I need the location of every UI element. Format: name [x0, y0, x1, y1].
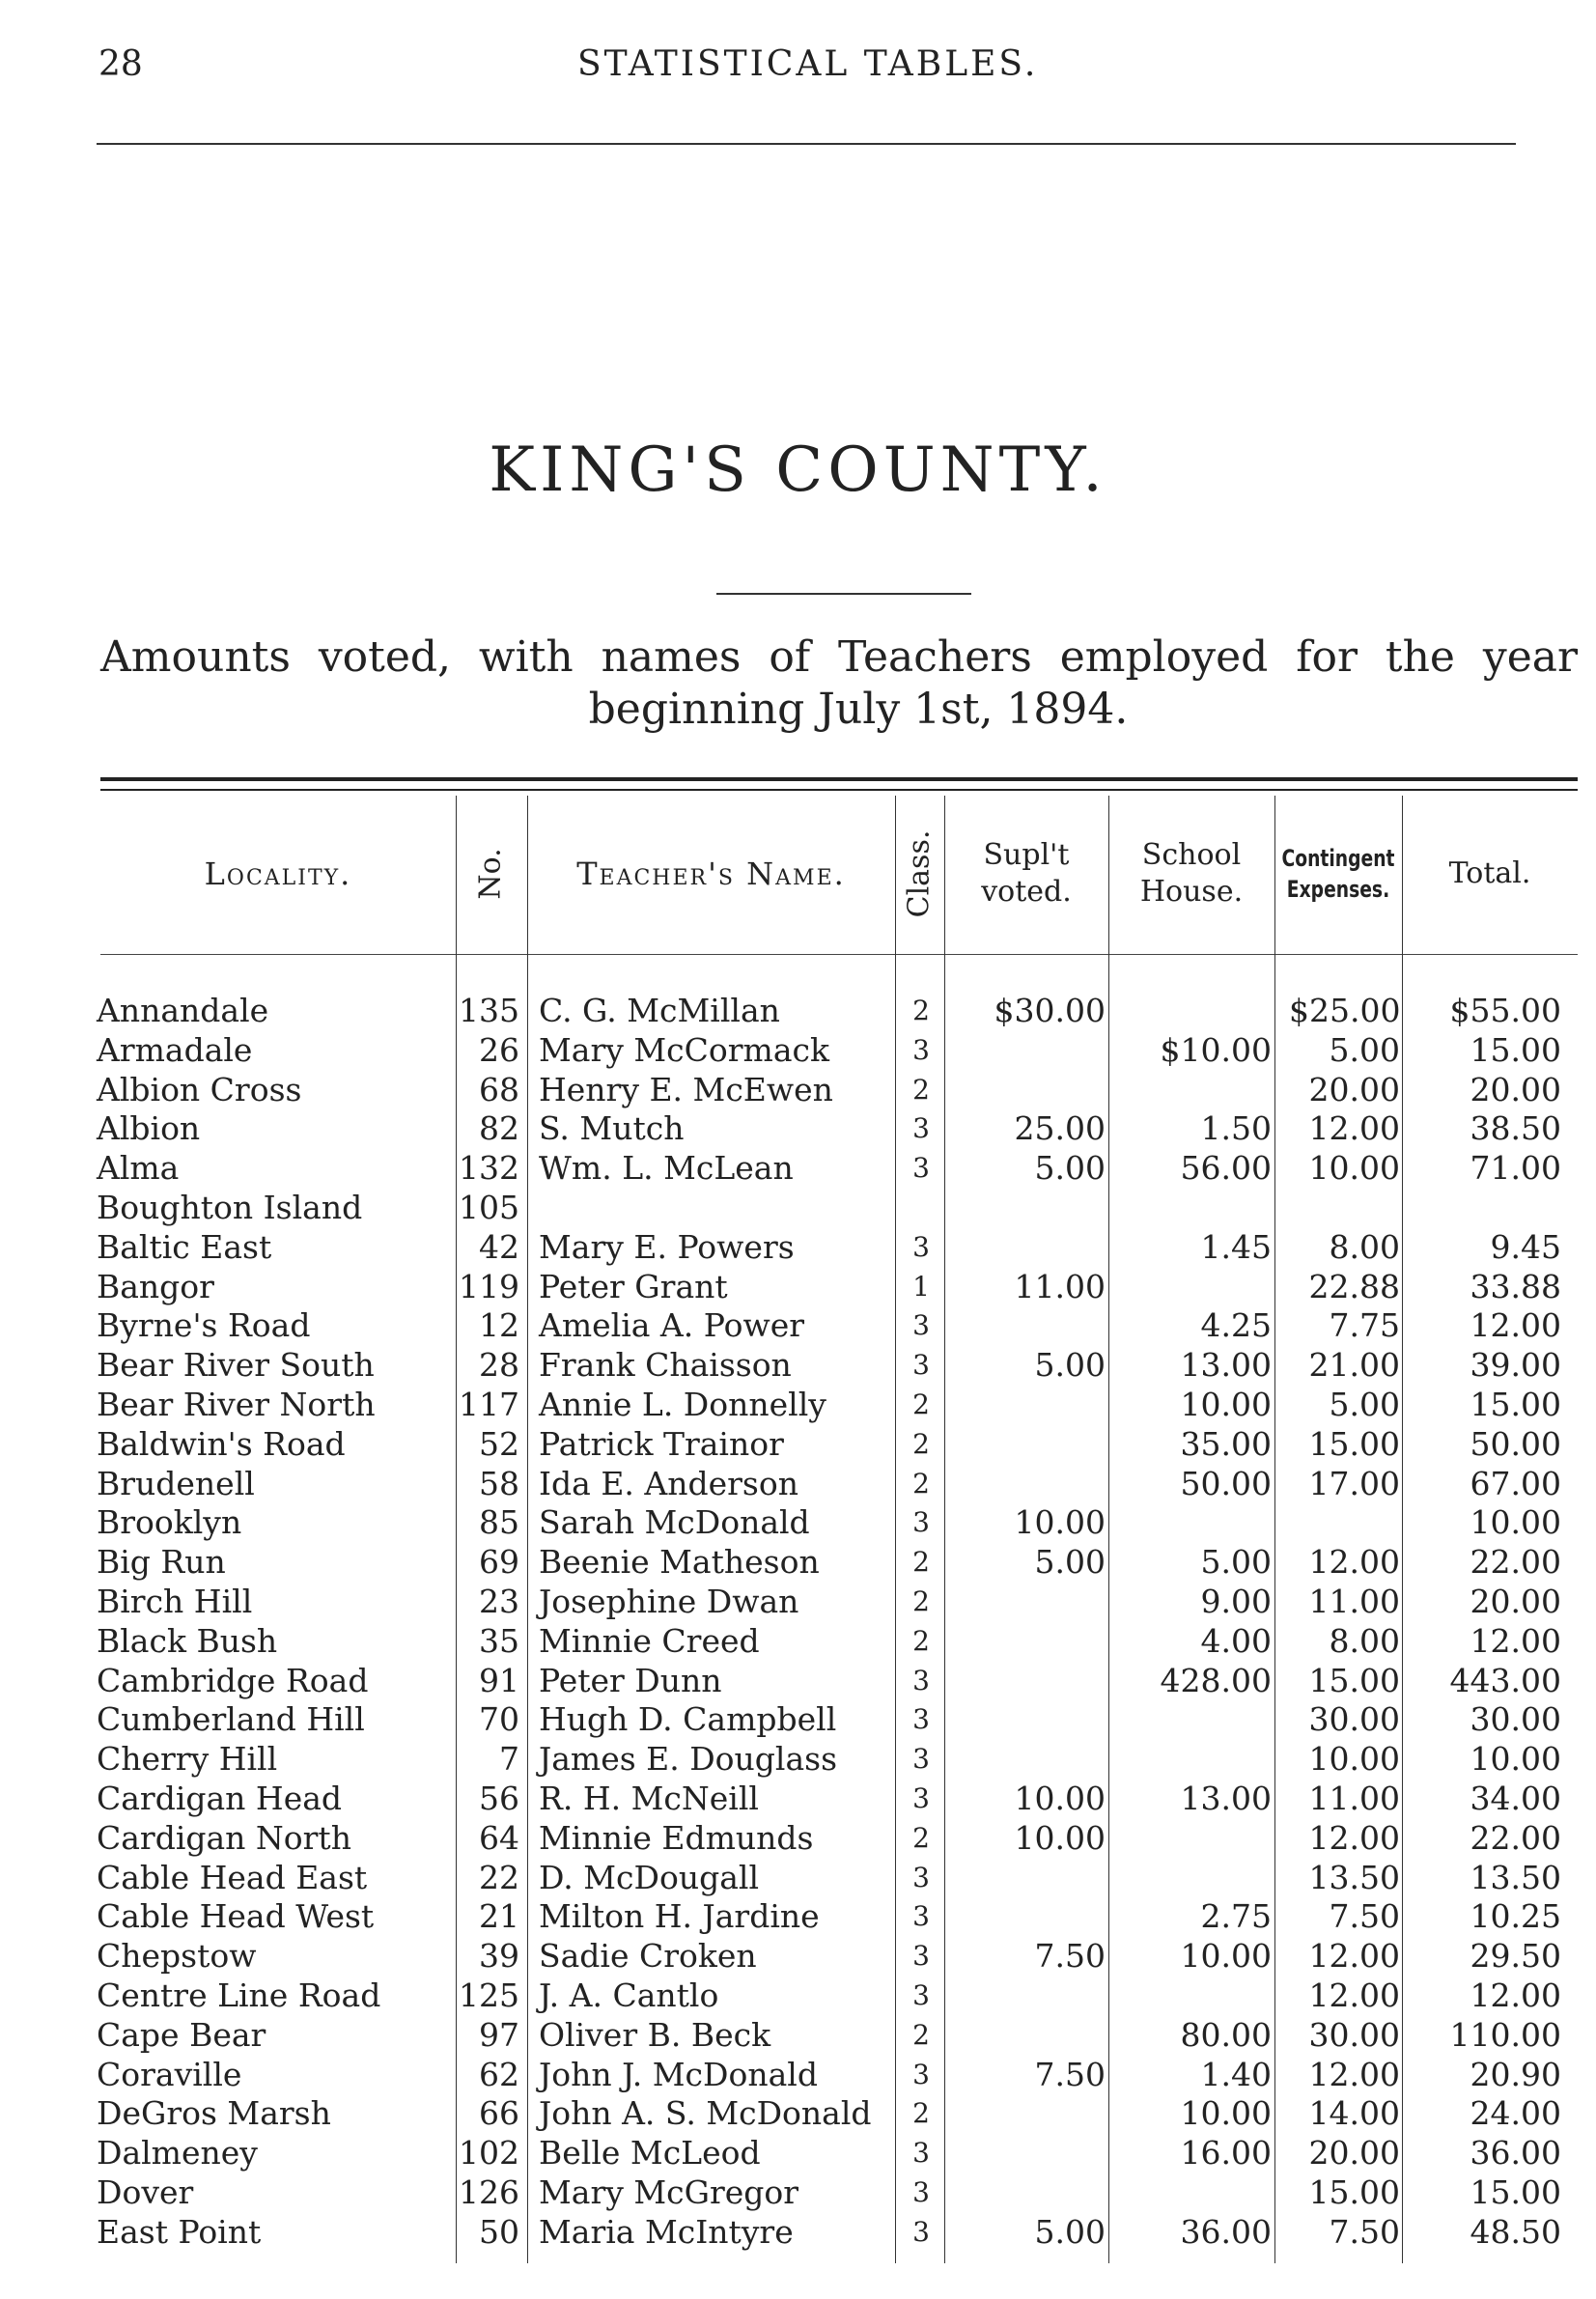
table-row [0, 1109, 1596, 1149]
total-cell: 22.00 [1470, 1818, 1561, 1857]
table-row [0, 1149, 1596, 1189]
locality-cell: Centre Line Road [97, 1976, 381, 2014]
column-header-contingent [1281, 801, 1395, 946]
class-cell: 3 [912, 1664, 930, 1696]
total-cell: 15.00 [1470, 1030, 1561, 1069]
supl-voted-cell: 10.00 [1014, 1779, 1106, 1817]
contingent-cell: 12.00 [1308, 1109, 1400, 1148]
contingent-cell: 11.00 [1308, 1582, 1400, 1620]
class-cell: 3 [912, 1743, 930, 1776]
school-house-cell: 2.75 [1200, 1897, 1272, 1936]
contingent-cell: 5.00 [1329, 1030, 1400, 1069]
school-house-cell: 5.00 [1200, 1543, 1272, 1582]
header-rule [97, 143, 1516, 145]
number-cell: 70 [479, 1700, 519, 1739]
column-header-school-house [1108, 801, 1274, 946]
school-house-cell: 35.00 [1180, 1424, 1272, 1463]
total-cell: 12.00 [1470, 1306, 1561, 1345]
total-cell: $55.00 [1449, 992, 1561, 1029]
teacher-cell: S. Mutch [539, 1109, 685, 1148]
teacher-cell: James E. Douglass [539, 1740, 838, 1779]
number-cell: 82 [479, 1109, 519, 1148]
contingent-cell: 14.00 [1308, 2094, 1400, 2133]
table-row [0, 1859, 1596, 1898]
class-cell: 2 [912, 1073, 930, 1106]
school-house-cell: 4.00 [1200, 1621, 1272, 1660]
total-cell: 29.50 [1470, 1937, 1561, 1976]
number-cell: 26 [479, 1030, 519, 1069]
total-cell: 50.00 [1470, 1424, 1561, 1463]
total-cell: 34.00 [1470, 1779, 1561, 1817]
class-cell: 2 [912, 1546, 930, 1579]
contingent-cell: 12.00 [1308, 1818, 1400, 1857]
school-house-cell: $10.00 [1160, 1030, 1272, 1069]
locality-cell: Baltic East [97, 1227, 272, 1266]
number-cell: 69 [479, 1543, 519, 1582]
number-cell: 135 [459, 992, 519, 1029]
number-cell: 68 [479, 1070, 519, 1108]
total-cell: 38.50 [1470, 1109, 1561, 1148]
teacher-cell: Wm. L. McLean [539, 1149, 794, 1188]
school-house-cell: 10.00 [1180, 1385, 1272, 1423]
locality-cell: Byrne's Road [97, 1306, 311, 1345]
school-house-cell: 1.40 [1200, 2055, 1272, 2093]
table-row [0, 2173, 1596, 2213]
column-header-supl-line2: voted. [981, 875, 1072, 909]
number-cell: 28 [479, 1346, 519, 1385]
supl-voted-cell: 25.00 [1014, 1109, 1106, 1148]
teacher-cell: Belle McLeod [539, 2134, 761, 2173]
school-house-cell: 13.00 [1180, 1779, 1272, 1817]
number-cell: 66 [479, 2094, 519, 2133]
contingent-cell: 8.00 [1329, 1227, 1400, 1266]
table-row [0, 1503, 1596, 1543]
total-cell: 36.00 [1470, 2134, 1561, 2173]
contingent-cell: 20.00 [1308, 1070, 1400, 1108]
teacher-cell: Annie L. Donnelly [539, 1385, 826, 1423]
locality-cell: Coraville [97, 2055, 242, 2093]
teacher-cell: Mary E. Powers [539, 1227, 795, 1266]
locality-cell: Cape Bear [97, 2015, 266, 2054]
teacher-cell: R. H. McNeill [539, 1779, 759, 1817]
column-header-no-label: No. [473, 848, 508, 900]
locality-cell: Dover [97, 2173, 194, 2211]
total-cell: 10.25 [1470, 1897, 1561, 1936]
class-cell: 3 [912, 1112, 930, 1145]
class-cell: 3 [912, 2058, 930, 2090]
locality-cell: Armadale [97, 1030, 253, 1069]
teacher-cell: John J. McDonald [539, 2055, 818, 2093]
class-cell: 3 [912, 1309, 930, 1342]
table-row [0, 1465, 1596, 1504]
class-cell: 3 [912, 1781, 930, 1814]
table-row [0, 1819, 1596, 1859]
title-rule [716, 593, 971, 595]
column-header-class [895, 801, 944, 946]
number-cell: 35 [479, 1621, 519, 1660]
teacher-cell: Frank Chaisson [539, 1346, 792, 1385]
school-house-cell: 80.00 [1180, 2015, 1272, 2054]
locality-cell: Brudenell [97, 1464, 255, 1502]
locality-cell: Birch Hill [97, 1582, 253, 1620]
number-cell: 21 [479, 1897, 519, 1936]
teacher-cell: Josephine Dwan [539, 1582, 799, 1620]
total-cell: 71.00 [1470, 1149, 1561, 1188]
table-row [0, 2213, 1596, 2253]
total-cell: 9.45 [1490, 1227, 1561, 1266]
total-cell: 15.00 [1470, 1385, 1561, 1423]
number-cell: 132 [459, 1149, 519, 1188]
class-cell: 3 [912, 2175, 930, 2208]
total-cell: 48.50 [1470, 2212, 1561, 2251]
school-house-cell: 13.00 [1180, 1346, 1272, 1385]
class-cell: 3 [912, 1978, 930, 2011]
locality-cell: Cardigan North [97, 1818, 351, 1857]
table-row [0, 1228, 1596, 1268]
teacher-cell: Amelia A. Power [539, 1306, 805, 1345]
total-cell: 24.00 [1470, 2094, 1561, 2133]
class-cell: 2 [912, 1584, 930, 1617]
table-row [0, 1740, 1596, 1780]
table-row [0, 1346, 1596, 1386]
column-header-total-label: Total. [1448, 856, 1531, 890]
contingent-cell: 7.50 [1329, 2212, 1400, 2251]
teacher-cell: John A. S. McDonald [539, 2094, 872, 2133]
locality-cell: Black Bush [97, 1621, 278, 1660]
supl-voted-cell: 5.00 [1034, 1346, 1106, 1385]
contingent-cell: 7.75 [1329, 1306, 1400, 1345]
contingent-cell: 22.88 [1308, 1267, 1400, 1305]
table-row [0, 1071, 1596, 1110]
table-row [0, 2134, 1596, 2173]
school-house-cell: 428.00 [1160, 1661, 1272, 1699]
column-header-locality-label: Locality. [204, 855, 352, 892]
supl-voted-cell: 5.00 [1034, 1149, 1106, 1188]
subtitle-line-2: beginning July 1st, 1894. [588, 685, 1129, 734]
table-row [0, 2016, 1596, 2056]
total-cell: 10.00 [1470, 1740, 1561, 1779]
school-house-cell: 10.00 [1180, 1937, 1272, 1976]
table-top-rule-thin [100, 789, 1578, 791]
teacher-cell: Mary McGregor [539, 2173, 799, 2211]
contingent-cell: 12.00 [1308, 1937, 1400, 1976]
locality-cell: Baldwin's Road [97, 1424, 346, 1463]
class-cell: 3 [912, 2215, 930, 2248]
teacher-cell: Milton H. Jardine [539, 1897, 820, 1936]
class-cell: 3 [912, 1900, 930, 1933]
class-cell: 3 [912, 1506, 930, 1539]
school-house-cell: 56.00 [1180, 1149, 1272, 1188]
column-header-teacher-label: Teacher's Name. [576, 855, 846, 892]
table-row [0, 2056, 1596, 2095]
teacher-cell: Minnie Edmunds [539, 1818, 814, 1857]
class-cell: 2 [912, 1467, 930, 1500]
locality-cell: Cable Head West [97, 1897, 375, 1936]
teacher-cell: Mary McCormack [539, 1030, 829, 1069]
teacher-cell: Beenie Matheson [539, 1543, 820, 1582]
number-cell: 64 [479, 1818, 519, 1857]
teacher-cell: Ida E. Anderson [539, 1464, 798, 1502]
school-house-cell: 50.00 [1180, 1464, 1272, 1502]
locality-cell: East Point [97, 2212, 262, 2251]
table-top-rule [100, 777, 1578, 781]
contingent-cell: 12.00 [1308, 1543, 1400, 1582]
supl-voted-cell: 10.00 [1014, 1503, 1106, 1542]
number-cell: 91 [479, 1661, 519, 1699]
class-cell: 2 [912, 1821, 930, 1854]
locality-cell: Bear River North [97, 1385, 376, 1423]
school-house-cell: 36.00 [1180, 2212, 1272, 2251]
class-cell: 3 [912, 2137, 930, 2170]
table-row [0, 992, 1596, 1031]
locality-cell: Bear River South [97, 1346, 375, 1385]
column-header-class-label: Class. [902, 829, 937, 918]
class-cell: 3 [912, 1152, 930, 1185]
number-cell: 97 [479, 2015, 519, 2054]
table-row [0, 1543, 1596, 1583]
supl-voted-cell: 7.50 [1034, 2055, 1106, 2093]
class-cell: 2 [912, 1427, 930, 1460]
locality-cell: Cherry Hill [97, 1740, 278, 1779]
number-cell: 58 [479, 1464, 519, 1502]
total-cell: 30.00 [1470, 1700, 1561, 1739]
class-cell: 1 [912, 1270, 930, 1303]
subtitle-line-1: Amounts voted, with names of Teachers employed for the year [100, 632, 1578, 682]
teacher-cell: Oliver B. Beck [539, 2015, 771, 2054]
number-cell: 117 [459, 1385, 519, 1423]
total-cell: 39.00 [1470, 1346, 1561, 1385]
number-cell: 52 [479, 1424, 519, 1463]
column-header-house-line1: School [1141, 838, 1242, 872]
contingent-cell: 20.00 [1308, 2134, 1400, 2173]
column-header-locality [100, 801, 456, 946]
table-row [0, 1662, 1596, 1701]
contingent-cell: 15.00 [1308, 2173, 1400, 2211]
total-cell: 20.90 [1470, 2055, 1561, 2093]
locality-cell: Cable Head East [97, 1858, 368, 1896]
contingent-cell: $25.00 [1289, 992, 1401, 1029]
locality-cell: Alma [97, 1149, 180, 1188]
class-cell: 3 [912, 1349, 930, 1382]
total-cell: 67.00 [1470, 1464, 1561, 1502]
total-cell: 10.00 [1470, 1503, 1561, 1542]
supl-voted-cell: 5.00 [1034, 1543, 1106, 1582]
school-house-cell: 1.50 [1200, 1109, 1272, 1148]
locality-cell: Albion Cross [97, 1070, 302, 1108]
contingent-cell: 10.00 [1308, 1740, 1400, 1779]
locality-cell: Bangor [97, 1267, 214, 1305]
table-body [0, 992, 1596, 2253]
supl-voted-cell: 10.00 [1014, 1818, 1106, 1857]
number-cell: 39 [479, 1937, 519, 1976]
locality-cell: Cardigan Head [97, 1779, 343, 1817]
number-cell: 12 [479, 1306, 519, 1345]
column-header-cont-line1: Contingent [1281, 845, 1395, 872]
table-row [0, 1306, 1596, 1346]
column-header-cont-line2: Expenses. [1286, 876, 1390, 903]
supl-voted-cell: $30.00 [994, 992, 1106, 1029]
total-cell: 20.00 [1470, 1582, 1561, 1620]
locality-cell: Boughton Island [97, 1188, 363, 1226]
teacher-cell: Hugh D. Campbell [539, 1700, 837, 1739]
school-house-cell: 10.00 [1180, 2094, 1272, 2133]
teacher-cell: Sarah McDonald [539, 1503, 810, 1542]
class-cell: 2 [912, 995, 930, 1026]
supl-voted-cell: 7.50 [1034, 1937, 1106, 1976]
total-cell: 22.00 [1470, 1543, 1561, 1582]
number-cell: 50 [479, 2212, 519, 2251]
locality-cell: Dalmeney [97, 2134, 258, 2173]
number-cell: 23 [479, 1582, 519, 1620]
total-cell: 33.88 [1470, 1267, 1561, 1305]
class-cell: 2 [912, 1624, 930, 1657]
table-header-rule [100, 954, 1578, 955]
locality-cell: Chepstow [97, 1937, 257, 1976]
column-header-supl-line1: Supl't [983, 838, 1070, 872]
teacher-cell: C. G. McMillan [539, 992, 780, 1029]
table-row [0, 1425, 1596, 1465]
number-cell: 119 [459, 1267, 519, 1305]
table-subtitle [100, 631, 1578, 736]
contingent-cell: 15.00 [1308, 1424, 1400, 1463]
contingent-cell: 5.00 [1329, 1385, 1400, 1423]
number-cell: 62 [479, 2055, 519, 2093]
number-cell: 56 [479, 1779, 519, 1817]
page-number: 28 [98, 44, 143, 84]
table-row [0, 1897, 1596, 1937]
table-row [0, 1583, 1596, 1622]
table-row [0, 2094, 1596, 2134]
class-cell: 2 [912, 2097, 930, 2130]
table-row [0, 1189, 1596, 1228]
contingent-cell: 15.00 [1308, 1661, 1400, 1699]
column-header-supl [944, 801, 1108, 946]
contingent-cell: 7.50 [1329, 1897, 1400, 1936]
teacher-cell: Sadie Croken [539, 1937, 757, 1976]
contingent-cell: 12.00 [1308, 1976, 1400, 2014]
teacher-cell: Peter Dunn [539, 1661, 722, 1699]
school-house-cell: 16.00 [1180, 2134, 1272, 2173]
school-house-cell: 9.00 [1200, 1582, 1272, 1620]
school-house-cell: 1.45 [1200, 1227, 1272, 1266]
column-header-no [456, 801, 527, 946]
contingent-cell: 30.00 [1308, 2015, 1400, 2054]
number-cell: 22 [479, 1858, 519, 1896]
number-cell: 42 [479, 1227, 519, 1266]
class-cell: 3 [912, 1940, 930, 1973]
teacher-cell: Patrick Trainor [539, 1424, 784, 1463]
locality-cell: Cumberland Hill [97, 1700, 365, 1739]
class-cell: 3 [912, 1033, 930, 1066]
table-row [0, 1622, 1596, 1662]
supl-voted-cell: 5.00 [1034, 2212, 1106, 2251]
total-cell: 15.00 [1470, 2173, 1561, 2211]
teacher-cell: D. McDougall [539, 1858, 760, 1896]
table-row [0, 1700, 1596, 1740]
contingent-cell: 30.00 [1308, 1700, 1400, 1739]
total-cell: 13.50 [1470, 1858, 1561, 1896]
school-house-cell: 4.25 [1200, 1306, 1272, 1345]
teacher-cell: Henry E. McEwen [539, 1070, 833, 1108]
contingent-cell: 17.00 [1308, 1464, 1400, 1502]
number-cell: 7 [499, 1740, 519, 1779]
table-row [0, 1937, 1596, 1977]
table-row [0, 1031, 1596, 1071]
number-cell: 102 [459, 2134, 519, 2173]
teacher-cell: Peter Grant [539, 1267, 728, 1305]
locality-cell: Big Run [97, 1543, 226, 1582]
locality-cell: Cambridge Road [97, 1661, 369, 1699]
class-cell: 3 [912, 1230, 930, 1263]
total-cell: 110.00 [1449, 2015, 1561, 2054]
total-cell: 20.00 [1470, 1070, 1561, 1108]
total-cell: 443.00 [1449, 1661, 1561, 1699]
contingent-cell: 11.00 [1308, 1779, 1400, 1817]
teacher-cell: Minnie Creed [539, 1621, 760, 1660]
teacher-cell: Maria McIntyre [539, 2212, 794, 2251]
locality-cell: DeGros Marsh [97, 2094, 331, 2133]
table-row [0, 1386, 1596, 1425]
locality-cell: Brooklyn [97, 1503, 242, 1542]
total-cell: 12.00 [1470, 1621, 1561, 1660]
number-cell: 126 [459, 2173, 519, 2211]
contingent-cell: 12.00 [1308, 2055, 1400, 2093]
contingent-cell: 8.00 [1329, 1621, 1400, 1660]
table-row [0, 1780, 1596, 1819]
contingent-cell: 10.00 [1308, 1149, 1400, 1188]
contingent-cell: 13.50 [1308, 1858, 1400, 1896]
county-title: KING'S COUNTY. [489, 435, 1107, 506]
class-cell: 3 [912, 1861, 930, 1893]
table-row [0, 1977, 1596, 2016]
locality-cell: Annandale [97, 992, 269, 1029]
column-header-teacher [527, 801, 895, 946]
number-cell: 105 [459, 1188, 519, 1226]
class-cell: 3 [912, 1703, 930, 1736]
class-cell: 2 [912, 1388, 930, 1420]
supl-voted-cell: 11.00 [1014, 1267, 1106, 1305]
teacher-cell: J. A. Cantlo [539, 1976, 719, 2014]
column-header-total [1402, 801, 1578, 946]
contingent-cell: 21.00 [1308, 1346, 1400, 1385]
number-cell: 85 [479, 1503, 519, 1542]
column-header-house-line2: House. [1139, 875, 1244, 909]
running-title: STATISTICAL TABLES. [577, 44, 1039, 84]
locality-cell: Albion [97, 1109, 201, 1148]
total-cell: 12.00 [1470, 1976, 1561, 2014]
number-cell: 125 [459, 1976, 519, 2014]
class-cell: 2 [912, 2018, 930, 2051]
table-row [0, 1268, 1596, 1307]
